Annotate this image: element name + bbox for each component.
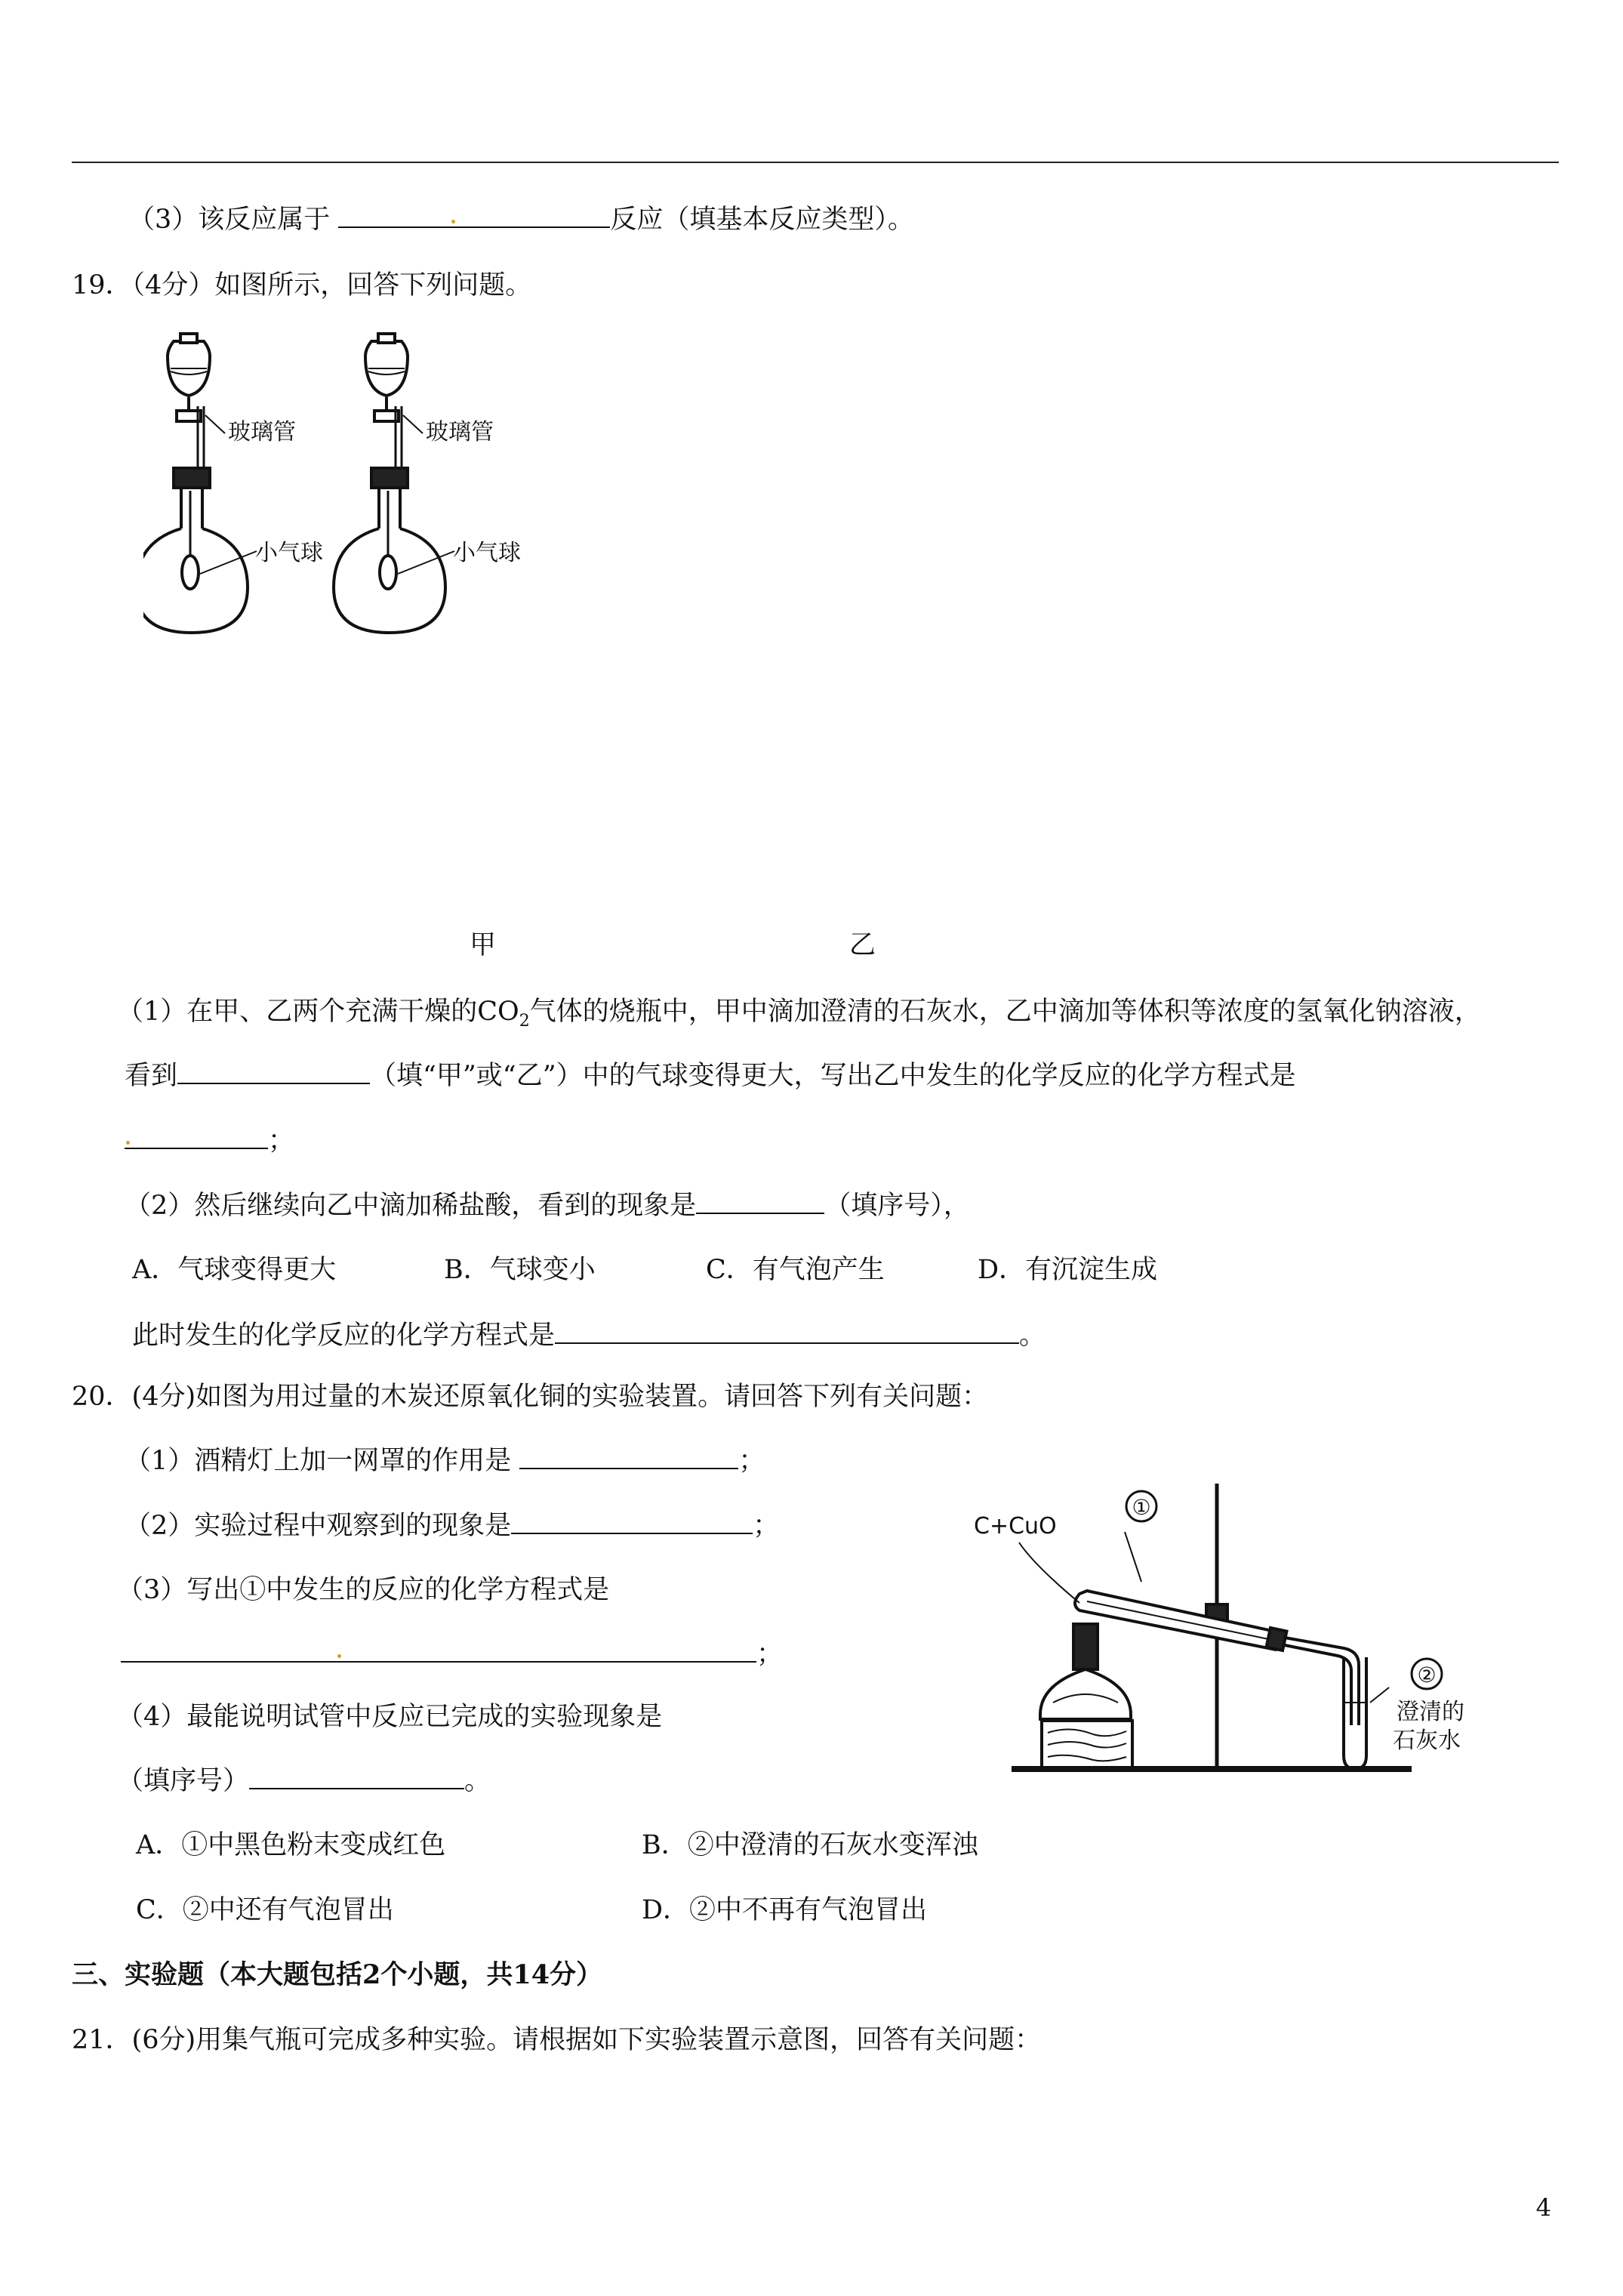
header-rule <box>72 162 1559 163</box>
q20-answer-blank-3[interactable] <box>121 1635 756 1663</box>
label-circle-2: ② <box>1417 1663 1437 1687</box>
q20-part3-blank-line: ； <box>121 1635 783 1672</box>
q20-answer-blank-1[interactable] <box>519 1442 738 1469</box>
flask-right <box>334 334 454 633</box>
q20-answer-blank-2[interactable] <box>511 1507 753 1534</box>
q19-option-b: B．气球变小 <box>444 1255 596 1285</box>
q20-option-c: C．②中还有气泡冒出 <box>136 1895 394 1925</box>
flask-left <box>143 334 257 633</box>
q19-option-d: D．有沉淀生成 <box>978 1255 1158 1285</box>
caption-yi: 乙 <box>849 930 876 960</box>
q21-title: 21．(6分)用集气瓶可完成多种实验。请根据如下实验装置示意图，回答有关问题： <box>72 2025 1042 2055</box>
q18-part3-suffix: 反应（填基本反应类型）。 <box>610 205 914 235</box>
q19-answer-blank-equation[interactable] <box>125 1122 268 1149</box>
q20-part4b: （填序号） 。 <box>117 1762 491 1799</box>
label-limewater-2: 石灰水 <box>1393 1727 1461 1754</box>
q19-flask-figure <box>143 332 536 634</box>
q19-answer-blank-2[interactable] <box>696 1187 824 1214</box>
label-balloon-left: 小气球 <box>255 540 323 566</box>
q19-part1-line2: 看到 （填“甲”或“乙”）中的气球变得更大，写出乙中发生的化学反应的化学方程式是 <box>125 1057 1296 1094</box>
q19-part1-line3: ； <box>125 1122 294 1159</box>
label-limewater-1: 澄清的 <box>1397 1699 1464 1725</box>
q18-part3 <box>128 201 914 238</box>
q20-option-b: B．②中澄清的石灰水变浑浊 <box>642 1830 978 1860</box>
q20-answer-blank-4[interactable] <box>249 1762 464 1789</box>
q20-option-a: A．①中黑色粉末变成红色 <box>136 1830 446 1860</box>
q19-option-a: A．气球变得更大 <box>132 1255 337 1285</box>
q19-title: 19．（4分）如图所示，回答下列问题。 <box>72 270 532 300</box>
page-number: 4 <box>1535 2193 1551 2222</box>
q19-answer-blank-1[interactable] <box>177 1057 370 1084</box>
label-c-cuo: C+CuO <box>974 1513 1057 1539</box>
q19-part1-line1: （1）在甲、乙两个充满干燥的$CO_2$气体的烧瓶中，甲中滴加澄清的石灰水，乙中滴加等体积等浓度的氢氧化钠溶液， <box>117 997 1481 1031</box>
q19-equation-line: 此时发生的化学反应的化学方程式是 。 <box>132 1317 1046 1354</box>
q18-part3-text: （3）该反应属于 <box>128 205 339 235</box>
q19-answer-blank-3[interactable] <box>555 1317 1019 1344</box>
q19-option-c: C．有气泡产生 <box>706 1255 885 1285</box>
section-3-heading: 三、实验题（本大题包括2个小题，共14分） <box>72 1959 603 1990</box>
label-glass-tube-right: 玻璃管 <box>426 419 494 445</box>
q20-apparatus-figure <box>974 1476 1480 1786</box>
q20-part3: （3）写出①中发生的反应的化学方程式是 <box>117 1575 610 1605</box>
caption-jia: 甲 <box>470 930 497 960</box>
q19-part2: （2）然后继续向乙中滴加稀盐酸，看到的现象是 （填序号）， <box>125 1187 970 1224</box>
label-glass-tube-left: 玻璃管 <box>228 419 296 445</box>
q20-part2: （2）实验过程中观察到的现象是 ； <box>125 1507 779 1544</box>
q20-title: 20．(4分)如图为用过量的木炭还原氧化铜的实验装置。请回答下列有关问题： <box>72 1382 989 1412</box>
q20-part4: （4）最能说明试管中反应已完成的实验现象是 <box>117 1702 663 1732</box>
q20-part1: （1）酒精灯上加一网罩的作用是 ； <box>125 1442 765 1479</box>
q20-option-d: D．②中不再有气泡冒出 <box>642 1895 928 1925</box>
q18-answer-blank[interactable] <box>338 201 610 228</box>
label-circle-1: ① <box>1132 1495 1151 1520</box>
label-balloon-right: 小气球 <box>453 540 521 566</box>
